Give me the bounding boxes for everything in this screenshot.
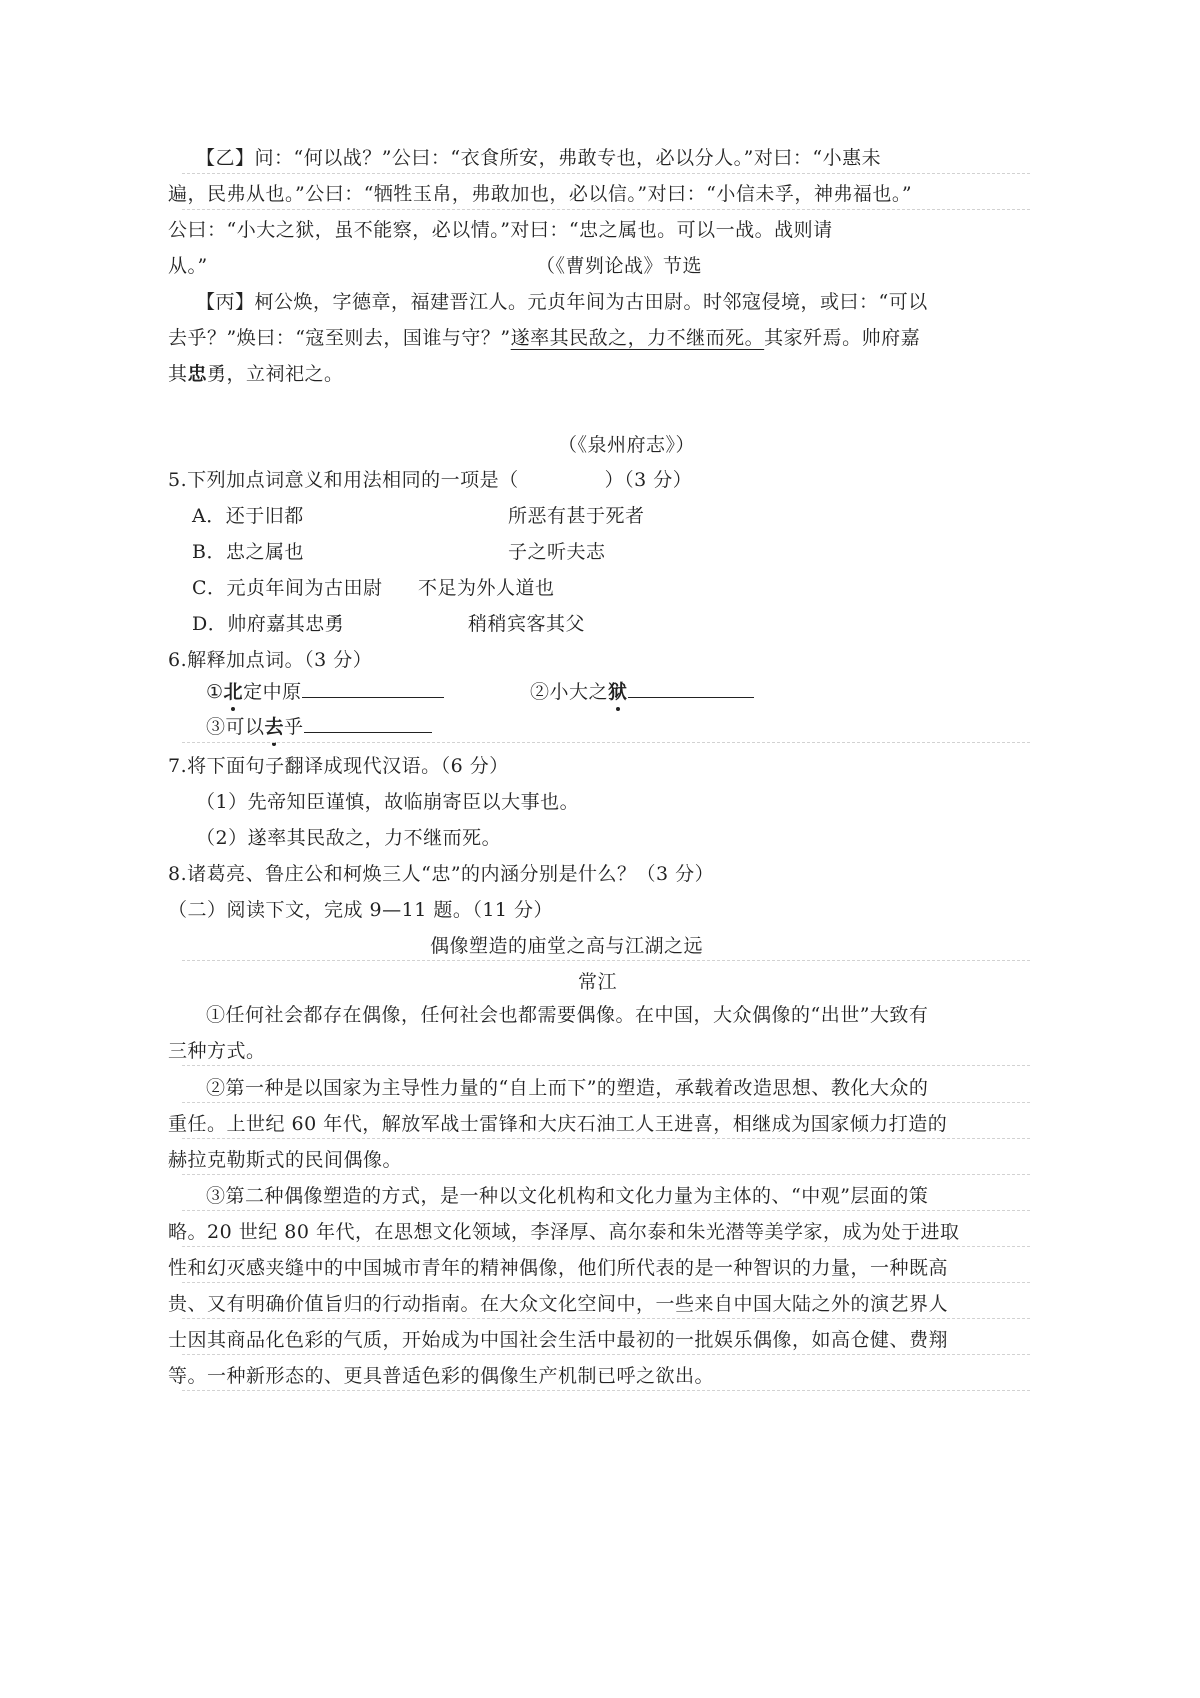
question-8-stem: 8.诸葛亮、鲁庄公和柯焕三人“忠”的内涵分别是什么？（3 分） [168,863,715,885]
article-p3-line-6: 等。一种新形态的、更具普适色彩的偶像生产机制已呼之欲出。 [168,1365,715,1387]
q5-option-b-left: B．忠之属也 [192,541,304,563]
q5-option-d-left: D．帅府嘉其忠勇 [192,613,345,635]
passage-yi-line-1: 【乙】问：“何以战？”公曰：“衣食所安，弗敢专也，必以分人。”对曰：“小惠未 [196,147,882,169]
dotted-char: 狱 [608,681,628,703]
dashed-rule [182,1354,1030,1355]
article-p1-line-1: ①任何社会都存在偶像，任何社会也都需要偶像。在中国，大众偶像的“出世”大致有 [206,1004,929,1026]
dashed-rule [182,1102,1030,1103]
dashed-rule [182,960,1030,961]
passage-bing-line-2 [168,325,920,351]
bold-char: 忠 [187,363,208,385]
article-author: 常江 [578,971,618,993]
article-p2-line-3: 赫拉克勒斯式的民间偶像。 [168,1149,403,1171]
passage-yi-source: （《曹刿论战》节选 [536,255,703,277]
passage-yi-line-2: 遍，民弗从也。”公曰：“牺牲玉帛，弗敢加也，必以信。”对曰：“小信未孚，神弗福也。” [168,183,913,205]
question-5-stem [168,467,692,493]
q5-option-a-right: 所恶有甚于死者 [508,505,645,527]
dashed-rule [182,1390,1030,1391]
article-p3-line-3: 性和幻灭感夹缝中的中国城市青年的精神偶像，他们所代表的是一种智识的力量，一种既高 [168,1257,949,1279]
article-p2-line-1: ②第一种是以国家为主导性力量的“自上而下”的塑造，承载着改造思想、教化大众的 [206,1077,929,1099]
article-title: 偶像塑造的庙堂之高与江湖之远 [430,935,704,957]
q6-item-3-text: ③可以 [206,716,265,738]
dashed-rule [182,1065,1030,1066]
article-p3-line-2: 略。20 世纪 80 年代，在思想文化领域，李泽厚、高尔泰和朱光潜等美学家，成为处于进取 [168,1221,960,1243]
dashed-rule [182,1174,1030,1175]
q6-item-3 [206,713,432,740]
q6-item-2 [530,678,754,705]
passage-bing-text: 其家歼焉。帅府嘉 [764,327,921,349]
dashed-rule [182,1246,1030,1247]
article-p3-line-4: 贵、又有明确价值旨归的行动指南。在大众文化空间中，一些来自中国大陆之外的演艺界人 [168,1293,949,1315]
q6-item-1 [206,678,444,705]
question-7-stem: 7.将下面句子翻译成现代汉语。（6 分） [168,755,509,777]
q6-item-2-text: ②小大之 [530,681,609,703]
question-5-text: 5.下列加点词意义和用法相同的一项是（ [168,469,519,491]
q6-item-3-text: 乎 [284,716,304,738]
dashed-rule [182,1210,1030,1211]
dashed-rule [182,1138,1030,1139]
q6-item-1-number: ① [206,681,224,703]
passage-yi-line-3: 公曰：“小大之狱，虽不能察，必以情。”对曰：“忠之属也。可以一战。战则请 [168,219,833,241]
passage-bing-text: 勇，立祠祀之。 [207,363,344,385]
q5-option-a-left: A．还于旧都 [192,505,304,527]
article-p2-line-2: 重任。上世纪 60 年代，解放军战士雷锋和大庆石油工人王进喜，相继成为国家倾力打造的 [168,1113,948,1135]
dashed-rule [182,1282,1030,1283]
question-6-stem: 6.解释加点词。（3 分） [168,649,373,671]
question-5-score: ）（3 分） [604,469,693,491]
article-p3-line-5: 士因其商品化色彩的气质，开始成为中国社会生活中最初的一批娱乐偶像，如高仓健、费翔 [168,1329,949,1351]
answer-blank[interactable] [302,678,444,698]
q7-sentence-1: （1）先帝知臣谨慎，故临崩寄臣以大事也。 [196,791,580,813]
q6-item-1-text: 定中原 [243,681,302,703]
underlined-sentence: 遂率其民敌之，力不继而死。 [510,327,765,349]
part-2-stem: （二）阅读下文，完成 9—11 题。（11 分） [168,899,554,921]
dotted-char: 北 [223,681,244,703]
dashed-rule [182,173,1030,174]
passage-bing-source: （《泉州府志》） [558,434,696,456]
passage-bing-text: 去乎？”焕曰：“寇至则去，国谁与守？” [168,327,511,349]
dashed-rule [182,1318,1030,1319]
article-p3-line-1: ③第二种偶像塑造的方式，是一种以文化机构和文化力量为主体的、“中观”层面的策 [206,1185,929,1207]
q5-option-b-right: 子之听夫志 [508,541,606,563]
passage-bing-line-3 [168,361,344,387]
dotted-char: 去 [264,716,285,738]
answer-blank[interactable] [304,713,432,733]
passage-bing-line-1: 【丙】柯公焕，字德章，福建晋江人。元贞年间为古田尉。时邻寇侵境，或曰：“可以 [196,291,928,313]
answer-blank[interactable] [628,678,754,698]
passage-bing-text: 其 [168,363,188,385]
dashed-rule [182,742,1030,743]
dashed-rule [182,209,1030,210]
q5-option-d-right: 稍稍宾客其父 [468,613,586,635]
q7-sentence-2: （2）遂率其民敌之，力不继而死。 [196,827,502,849]
passage-yi-line-4: 从。” [168,255,208,277]
q5-option-c-left: C．元贞年间为古田尉 [192,577,383,599]
q5-option-c-right: 不足为外人道也 [418,577,555,599]
article-p1-line-2: 三种方式。 [168,1040,266,1062]
